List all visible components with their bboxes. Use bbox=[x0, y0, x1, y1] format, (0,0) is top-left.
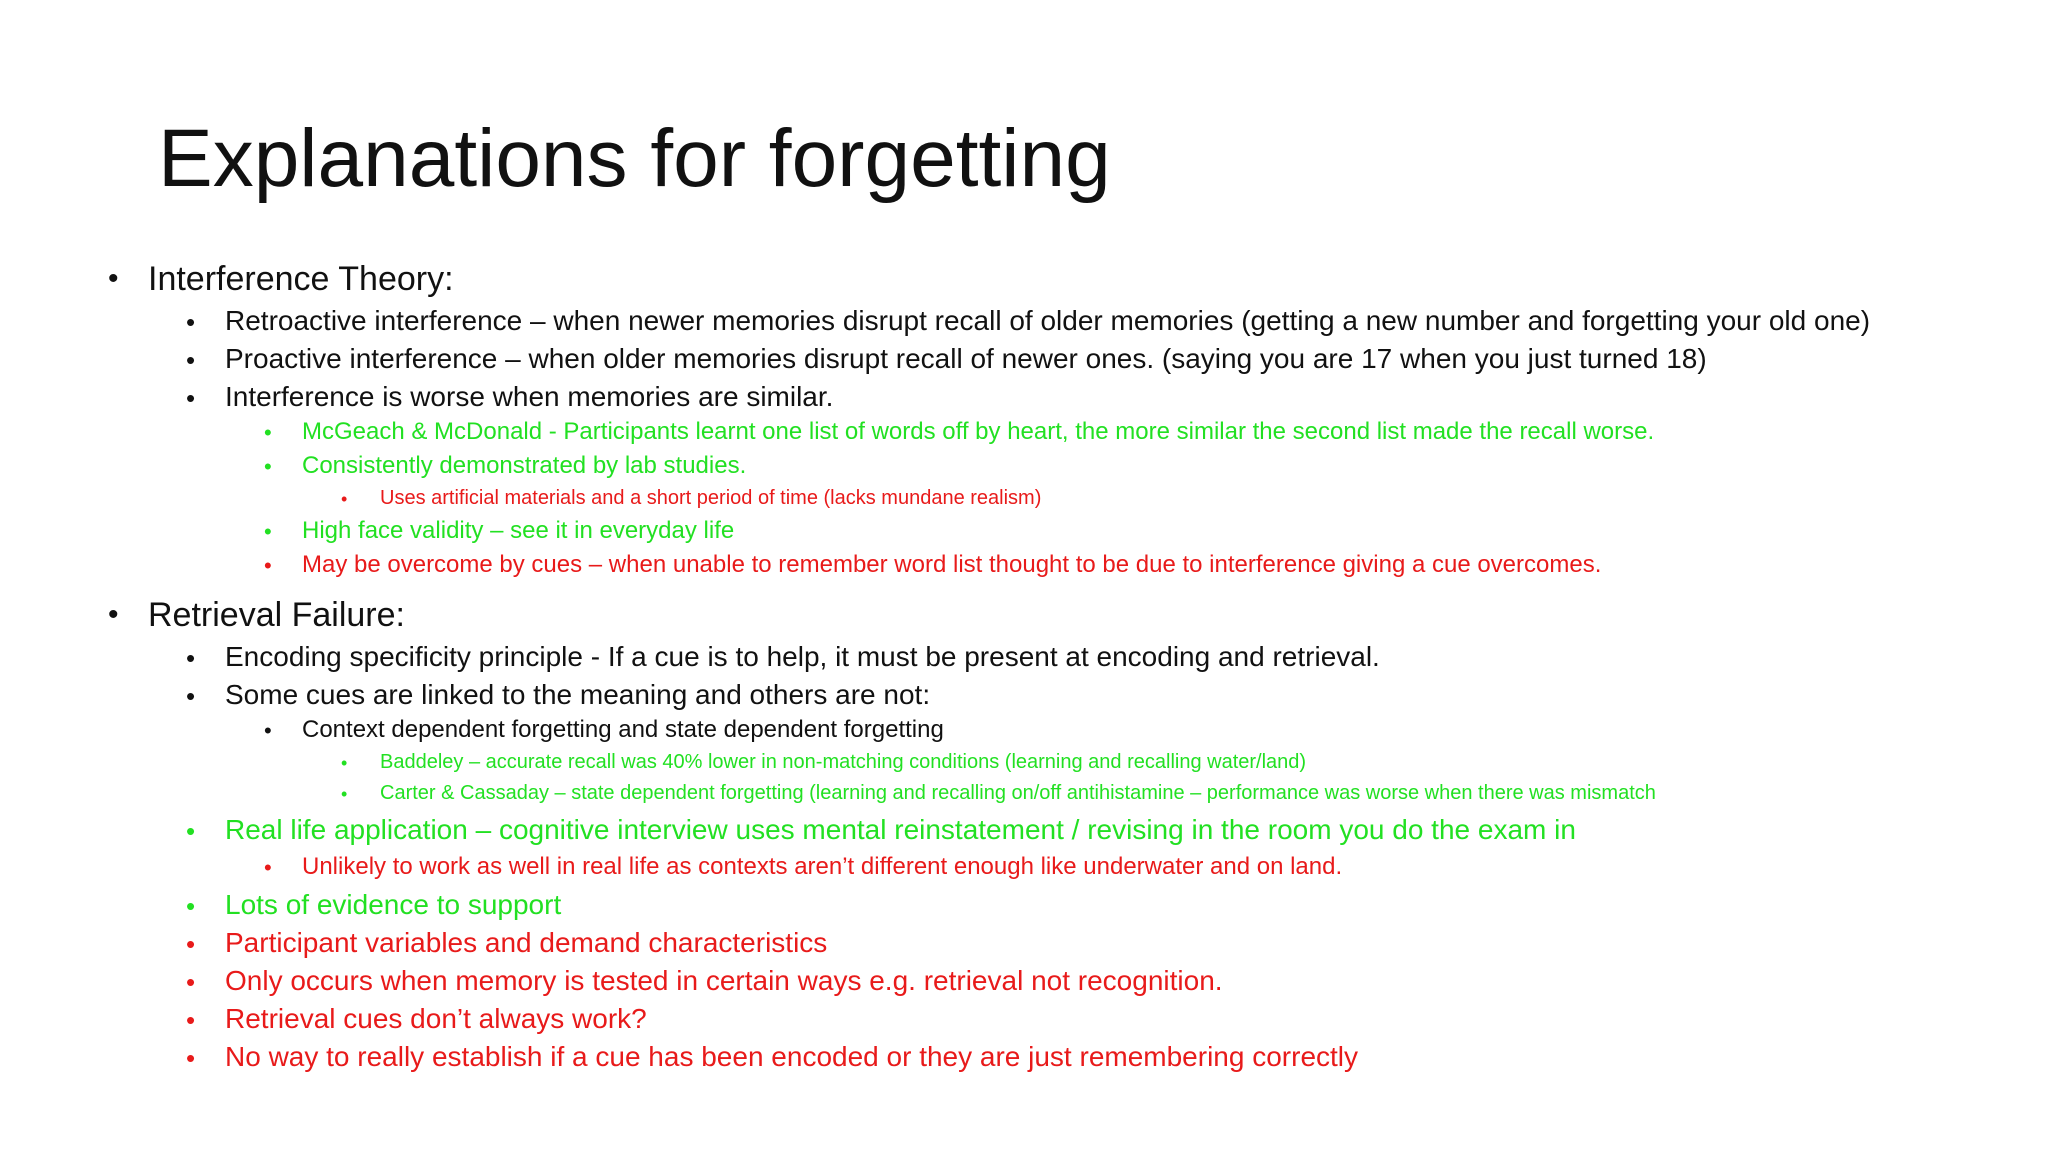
list-item: Only occurs when memory is tested in certain ways e.g. retrieval not recognition. bbox=[225, 965, 1223, 996]
section-1-bullet: • bbox=[108, 598, 119, 631]
list-item: Retrieval cues don’t always work? bbox=[225, 1003, 647, 1034]
list-item: McGeach & McDonald - Participants learnt one list of words off by heart, the more similar the second list made the recall worse. bbox=[302, 418, 1655, 445]
list-item: Unlikely to work as well in real life as contexts aren’t different enough like underwater and on land. bbox=[302, 853, 1343, 880]
section-heading: Retrieval Failure: bbox=[148, 596, 405, 634]
bullet-icon: • bbox=[264, 420, 272, 445]
bullet-icon: • bbox=[341, 784, 348, 804]
bullet-icon: • bbox=[264, 718, 272, 743]
list-item: No way to really establish if a cue has been encoded or they are just remembering correctly bbox=[225, 1041, 1359, 1072]
bullet-icon: • bbox=[186, 383, 196, 413]
list-item: Interference is worse when memories are similar. bbox=[225, 381, 834, 412]
section-0-bullet: • bbox=[108, 262, 119, 295]
list-item: Lots of evidence to support bbox=[225, 889, 562, 920]
section-heading: Interference Theory: bbox=[148, 260, 454, 298]
list-item: Carter & Cassaday – state dependent forgetting (learning and recalling on/off antihistamine – performance was worse when there was mismatch bbox=[380, 782, 1656, 804]
list-item: Consistently demonstrated by lab studies. bbox=[302, 452, 747, 479]
slide-title: Explanations for forgetting bbox=[158, 113, 1111, 204]
list-item: Context dependent forgetting and state dependent forgetting bbox=[302, 716, 944, 743]
bullet-icon: • bbox=[186, 1005, 196, 1035]
bullet-icon: • bbox=[186, 681, 196, 711]
bullet-icon: • bbox=[186, 929, 196, 959]
bullet-icon: • bbox=[186, 1043, 196, 1073]
bullet-icon: • bbox=[264, 454, 272, 479]
list-item: Some cues are linked to the meaning and others are not: bbox=[225, 679, 931, 710]
list-item: Proactive interference – when older memories disrupt recall of newer ones. (saying you are 17 when you just turned 18) bbox=[225, 343, 1707, 374]
list-item: Participant variables and demand characteristics bbox=[225, 927, 828, 958]
list-item: Encoding specificity principle - If a cue is to help, it must be present at encoding and retrieval. bbox=[225, 641, 1380, 672]
bullet-icon: • bbox=[186, 891, 196, 921]
bullet-icon: • bbox=[186, 307, 196, 337]
bullet-icon: • bbox=[186, 643, 196, 673]
bullet-icon: • bbox=[264, 855, 272, 880]
list-item: May be overcome by cues – when unable to remember word list thought to be due to interference giving a cue overcomes. bbox=[302, 551, 1602, 578]
bullet-icon: • bbox=[186, 967, 196, 997]
bullet-icon: • bbox=[186, 345, 196, 375]
bullet-icon: • bbox=[341, 489, 348, 509]
bullet-icon: • bbox=[186, 816, 196, 846]
list-item: Retroactive interference – when newer memories disrupt recall of older memories (getting a new number and forgetting your old one) bbox=[225, 305, 1871, 336]
list-item: High face validity – see it in everyday life bbox=[302, 517, 735, 544]
bullet-icon: • bbox=[341, 753, 348, 773]
list-item: Real life application – cognitive interview uses mental reinstatement / revising in the room you do the exam in bbox=[225, 814, 1576, 845]
list-item: Baddeley – accurate recall was 40% lower in non-matching conditions (learning and recalling water/land) bbox=[380, 751, 1307, 773]
bullet-icon: • bbox=[264, 519, 272, 544]
list-item: Uses artificial materials and a short period of time (lacks mundane realism) bbox=[380, 487, 1042, 509]
bullet-icon: • bbox=[264, 553, 272, 578]
